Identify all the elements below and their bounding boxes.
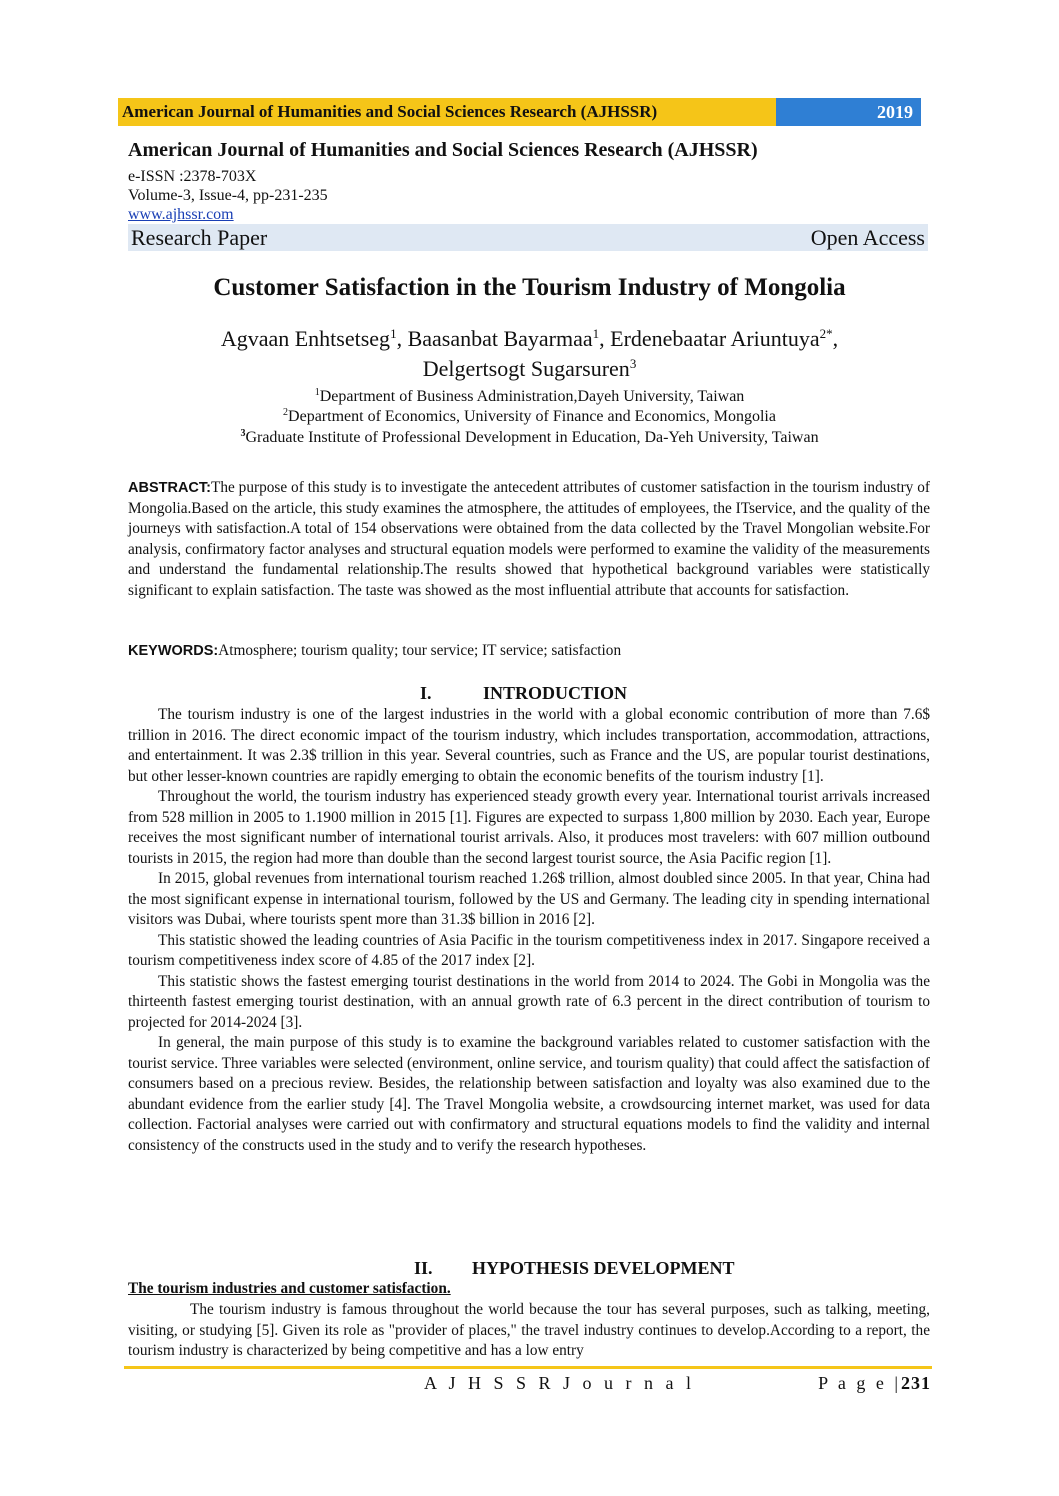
affiliation-text: Graduate Institute of Professional Development in Education, Da-Yeh University, Taiwan [245,429,819,446]
section-number: II. [414,1258,433,1278]
author-line-1 [0,326,1059,352]
section-number: I. [420,683,432,703]
author-sup: 2* [819,326,833,341]
affiliation-sup: 1 [314,387,320,398]
author-name: Delgertsogt Sugarsuren [422,356,630,381]
keywords-label: KEYWORDS: [128,643,219,659]
journal-title: American Journal of Humanities and Social Sciences Research (AJHSSR) [128,139,758,161]
affiliation-2 [0,408,1059,426]
section-title: INTRODUCTION [483,683,628,703]
author-sep: , [599,326,611,351]
author-line-2 [0,356,1059,382]
journal-url-link[interactable]: www.ajhssr.com [128,206,234,223]
footer-rule [124,1366,932,1369]
author-name: Baasanbat Bayarmaa [407,326,593,351]
running-header-year: 2019 [776,98,921,126]
running-header [118,98,921,126]
paragraph: This statistic showed the leading countries of Asia Pacific in the tourism competitiveness index in 2017. Singapore received a tourism competitiveness index score of 4.85 of the 2017 index [2]. [128,931,930,969]
affiliation-sup: 2 [283,407,289,418]
section-title: HYPOTHESIS DEVELOPMENT [472,1258,735,1278]
abstract-text: The purpose of this study is to investigate the antecedent attributes of customer satisfaction in the tourism industry of Mongolia.Based on the article, this study examines the atmosphere, the attitudes of employees, the ITservice, and the quality of the journeys with satisfaction.A total of 154 observations were obtained from the data collected by the Travel Mongolian website.For analysis, confirmatory factor analyses and structural equation models were performed to examine the validity of the measurements and understand the fundamental relationship.The results showed that hypothetical background variables were statistically significant to explain satisfaction. The taste was showed as the most influential attribute that accounts for satisfaction. [128,479,930,599]
journal-volume: Volume-3, Issue-4, pp-231-235 [128,187,328,204]
footer-page-number: 231 [901,1373,931,1393]
affiliation-text: Department of Business Administration,Dayeh University, Taiwan [319,388,745,405]
author-sup: 1 [592,326,600,341]
keywords-text: Atmosphere; tourism quality; tour service; IT service; satisfaction [218,642,622,659]
footer-page [818,1373,931,1394]
affiliation-text: Department of Economics, University of Finance and Economics, Mongolia [288,408,776,425]
affiliation-1 [0,388,1059,406]
author-sup: 3 [629,356,637,371]
paper-type-bar [128,224,928,251]
author-sep: , [832,326,839,351]
author-name: Agvaan Enhtsetseg [220,326,391,351]
abstract-label: ABSTRACT: [128,480,211,496]
abstract [128,478,930,601]
paragraph: The tourism industry is famous throughout the world because the tour has several purposes, such as talking, meeting, visiting, or studying [5]. Given its role as "provider of places," the travel industry continues to develop.According to a report, the tourism industry is characterized by being competitive and has a low entry [128,1301,930,1359]
paragraph: This statistic shows the fastest emerging tourist destinations in the world from 2014 to 2024. The Gobi in Mongolia was the thirteenth fastest emerging tourist destination, with an annual growth rate of 6.3 percent in the direct contribution of tourism to projected for 2014-2024 [3]. [128,972,930,1031]
paragraph: In 2015, global revenues from international tourism reached 1.26$ trillion, almost doubled since 2005. In that year, China had the most significant expense in international tourism, followed by the US and Germany. The leading city in spending international visitors was Dubai, where tourists spent more than 31.3$ billion in 2016 [2]. [128,870,930,928]
affiliation-3 [0,429,1059,447]
journal-issn: e-ISSN :2378-703X [128,168,257,185]
paragraph: In general, the main purpose of this study is to examine the background variables related to customer satisfaction with the tourist service. Three variables were selected (environment, online service, and tourism quality) that could affect the satisfaction of consumers based on a precious review. Besides, the relationship between satisfaction and loyalty was also examined due to the abundant evidence from the earlier study [4]. The Travel Mongolia website, a crowdsourcing internet market, was used for data collection. Factorial analyses were carried out with confirmatory and structural equations models to find the validity and internal consistency of the constructs used in the study and to verify the research hypotheses. [128,1034,930,1154]
paper-type-label: Research Paper [131,224,268,250]
access-label: Open Access [810,224,925,250]
subsection-heading: The tourism industries and customer satisfaction. [128,1280,451,1297]
paragraph: The tourism industry is one of the largest industries in the world with a global economic contribution of more than 7.6$ trillion in 2016. The direct economic impact of the tourism industry, which includes transportation, accommodation, attractions, and entertainment. It was 2.3$ trillion in this year. Several countries, such as France and the US, are popular tourist destinations, but other lesser-known countries are rapidly emerging to obtain the economic benefits of the tourism industry [1]. [128,706,930,785]
footer-page-label: P a g e | [818,1373,901,1393]
introduction-body [128,705,930,1156]
paragraph: Throughout the world, the tourism industry has experienced steady growth every year. International tourist arrivals increased from 528 million in 2005 to 1.1900 million in 2015 [1]. Figures are expected to surpass 1,800 million by 2030. Each year, Europe receives the most significant number of international tourist arrivals. Also, it produces most travelers: with 607 million outbound tourists in 2015, the region had more than double than the second largest tourist source, the Asia Pacific region [1]. [128,788,930,867]
author-name: Erdenebaatar Ariuntuya [610,326,820,351]
footer-journal: A J H S S R J o u r n a l [424,1373,696,1393]
author-sup: 1 [390,326,397,341]
author-sep: , [396,326,408,351]
affiliation-sup: 3 [240,428,246,439]
hypothesis-body [128,1300,930,1362]
paper-title: Customer Satisfaction in the Tourism Industry of Mongolia [213,274,846,301]
running-header-journal: American Journal of Humanities and Social Sciences Research (AJHSSR) [118,98,776,126]
keywords [128,641,930,662]
